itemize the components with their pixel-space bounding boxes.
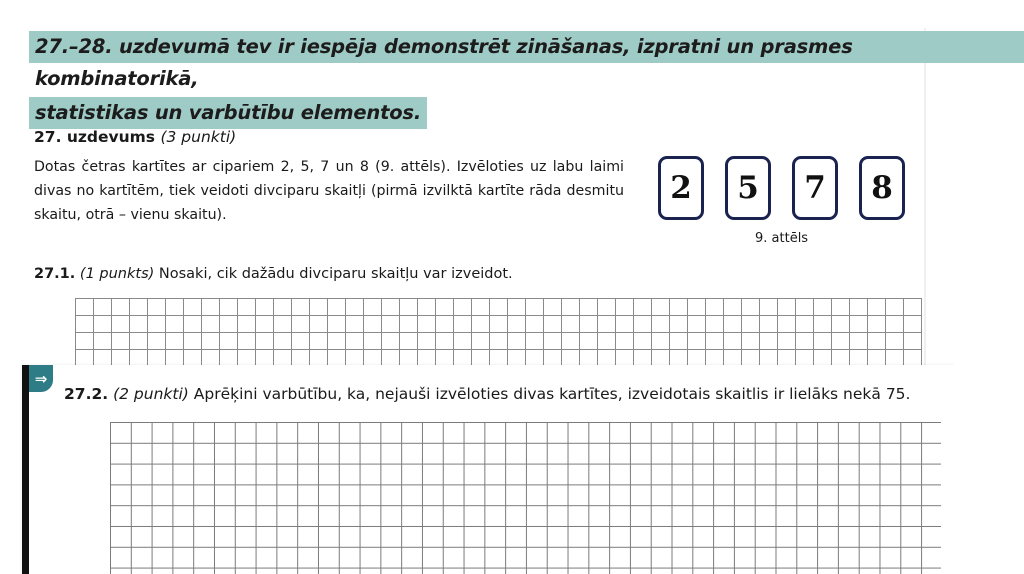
banner-line-2: statistikas un varbūtību elementos. [29,97,427,129]
task-27-2-number: 27.2. [64,385,109,403]
banner-line-1: 27.–28. uzdevumā tev ir iespēja demonstrēt zināšanas, izpratni un prasmes kombinatorikā, [29,31,1024,63]
left-margin-bar [22,365,29,574]
section-banner [29,31,1024,129]
task-27-1-number: 27.1. [34,266,76,282]
task-27-2 [64,385,910,403]
digit-card-7: 7 [792,156,838,220]
task-27-title: 27. uzdevums [34,128,156,146]
arrow-icon: ⇒ [29,365,53,392]
digit-card-5: 5 [725,156,771,220]
task-27-points: (3 punkti) [160,128,237,146]
task-27-description: Dotas četras kartītes ar cipariem 2, 5, 7 un 8 (9. attēls). Izvēloties uz labu laimi divas no kartītēm, tiek veidoti divciparu skaitļi (pirmā izvilktā kartīte rāda desmitu skaitu, otrā – vienu skaitu). [34,159,624,223]
task-27-2-points: (2 punkti) [113,385,189,403]
task-27-1-points: (1 punkts) [79,266,155,282]
answer-grid-27-2[interactable] [110,422,941,574]
digit-cards-figure [658,156,908,224]
task-27-1-text: Nosaki, cik dažādu divciparu skaitļu var izveidot. [158,266,513,282]
task-27-1 [34,266,513,282]
task-27-2-text: Aprēķini varbūtību, ka, nejauši izvēloties divas kartītes, izveidotais skaitlis ir lielāks nekā 75. [193,385,911,403]
figure-caption: 9. attēls [755,231,809,246]
task-27-heading [34,128,236,146]
answer-grid-27-1[interactable] [75,298,922,365]
digit-card-2: 2 [658,156,704,220]
digit-card-8: 8 [859,156,905,220]
